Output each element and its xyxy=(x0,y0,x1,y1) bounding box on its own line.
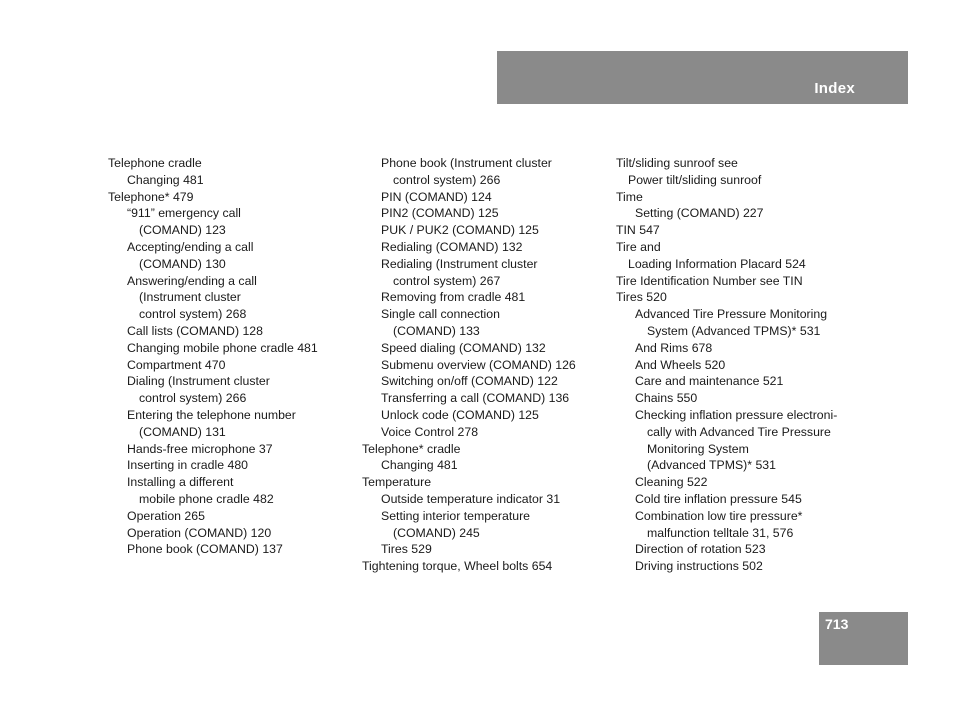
index-entry: Single call connection xyxy=(381,307,500,322)
index-entry: (COMAND) 245 xyxy=(393,525,480,540)
index-entry: Speed dialing (COMAND) 132 xyxy=(381,340,546,355)
index-entry: Tires 529 xyxy=(381,542,432,557)
index-entry: mobile phone cradle 482 xyxy=(139,491,274,506)
index-entry: TIN 547 xyxy=(616,223,660,238)
index-entry: Switching on/off (COMAND) 122 xyxy=(381,374,558,389)
index-entry: And Wheels 520 xyxy=(635,357,726,372)
index-entry: Removing from cradle 481 xyxy=(381,290,526,305)
index-entry: cally with Advanced Tire Pressure xyxy=(647,424,831,439)
index-entry: Setting (COMAND) 227 xyxy=(635,206,764,221)
index-entry: Time xyxy=(616,189,643,204)
index-entry: Loading Information Placard 524 xyxy=(628,256,806,271)
index-entry: Outside temperature indicator 31 xyxy=(381,491,561,506)
index-entry: Operation (COMAND) 120 xyxy=(127,525,272,540)
index-column-1 xyxy=(108,155,358,558)
index-entry: Compartment 470 xyxy=(127,357,226,372)
index-entry: PUK / PUK2 (COMAND) 125 xyxy=(381,223,539,238)
index-entry: Chains 550 xyxy=(635,391,698,406)
index-entry: Accepting/ending a call xyxy=(127,239,254,254)
index-entry: Phone book (COMAND) 137 xyxy=(127,542,283,557)
index-entry: PIN (COMAND) 124 xyxy=(381,189,492,204)
index-entry: Telephone cradle xyxy=(108,156,202,170)
index-entry: Redialing (Instrument cluster xyxy=(381,256,538,271)
index-entry: Transferring a call (COMAND) 136 xyxy=(381,391,570,406)
index-entry: Tilt/sliding sunroof see xyxy=(616,156,738,170)
index-entry: Dialing (Instrument cluster xyxy=(127,374,270,389)
index-entry: Telephone* cradle xyxy=(362,441,461,456)
index-entry: Tightening torque, Wheel bolts 654 xyxy=(362,559,553,574)
index-entry: System (Advanced TPMS)* 531 xyxy=(647,323,821,338)
header-bar xyxy=(497,51,908,104)
index-column-2 xyxy=(362,155,612,575)
index-entry: Voice Control 278 xyxy=(381,424,479,439)
index-entry: Changing 481 xyxy=(127,172,204,187)
index-entry: Entering the telephone number xyxy=(127,407,296,422)
index-entry: Call lists (COMAND) 128 xyxy=(127,323,263,338)
index-entry: control system) 266 xyxy=(393,172,501,187)
index-entry: Tire and xyxy=(616,239,661,254)
index-entry: control system) 267 xyxy=(393,273,501,288)
index-entry: malfunction telltale 31, 576 xyxy=(647,525,794,540)
index-entry: Combination low tire pressure* xyxy=(635,508,803,523)
index-entry: Setting interior temperature xyxy=(381,508,531,523)
index-entry: control system) 268 xyxy=(139,307,247,322)
index-entry: Phone book (Instrument cluster xyxy=(381,156,552,170)
index-entry: Advanced Tire Pressure Monitoring xyxy=(635,307,828,322)
index-column-3 xyxy=(616,155,876,575)
index-entry: Cleaning 522 xyxy=(635,475,708,490)
index-entry: (Instrument cluster xyxy=(139,290,241,305)
index-entry: Checking inflation pressure electroni- xyxy=(635,407,838,422)
page-number: 713 xyxy=(825,616,849,632)
index-entry: Redialing (COMAND) 132 xyxy=(381,239,523,254)
index-entry: Cold tire inflation pressure 545 xyxy=(635,491,802,506)
index-entry: Temperature xyxy=(362,475,432,490)
index-entry: Hands-free microphone 37 xyxy=(127,441,273,456)
index-entry: (COMAND) 133 xyxy=(393,323,480,338)
index-entry: “911” emergency call xyxy=(127,206,241,221)
index-entry: (COMAND) 123 xyxy=(139,223,226,238)
index-entry: (COMAND) 130 xyxy=(139,256,226,271)
index-entry: Changing mobile phone cradle 481 xyxy=(127,340,318,355)
index-entry: (Advanced TPMS)* 531 xyxy=(647,458,776,473)
index-entry: Installing a different xyxy=(127,475,234,490)
index-entry: PIN2 (COMAND) 125 xyxy=(381,206,499,221)
index-entry: Direction of rotation 523 xyxy=(635,542,766,557)
page-number-box xyxy=(819,612,908,665)
index-entry: Answering/ending a call xyxy=(127,273,257,288)
index-entry: Telephone* 479 xyxy=(108,189,194,204)
index-entry: Unlock code (COMAND) 125 xyxy=(381,407,539,422)
index-entry: Driving instructions 502 xyxy=(635,559,763,574)
index-entry: Operation 265 xyxy=(127,508,205,523)
index-entry: Changing 481 xyxy=(381,458,458,473)
index-entry: Submenu overview (COMAND) 126 xyxy=(381,357,576,372)
index-entry: (COMAND) 131 xyxy=(139,424,226,439)
index-entry: Power tilt/sliding sunroof xyxy=(628,172,762,187)
index-entry: Tires 520 xyxy=(616,290,667,305)
index-entry: control system) 266 xyxy=(139,391,247,406)
index-entry: And Rims 678 xyxy=(635,340,713,355)
index-entry: Monitoring System xyxy=(647,441,749,456)
index-entry: Care and maintenance 521 xyxy=(635,374,784,389)
index-entry: Tire Identification Number see TIN xyxy=(616,273,803,288)
index-entry: Inserting in cradle 480 xyxy=(127,458,248,473)
page-title: Index xyxy=(814,80,855,97)
